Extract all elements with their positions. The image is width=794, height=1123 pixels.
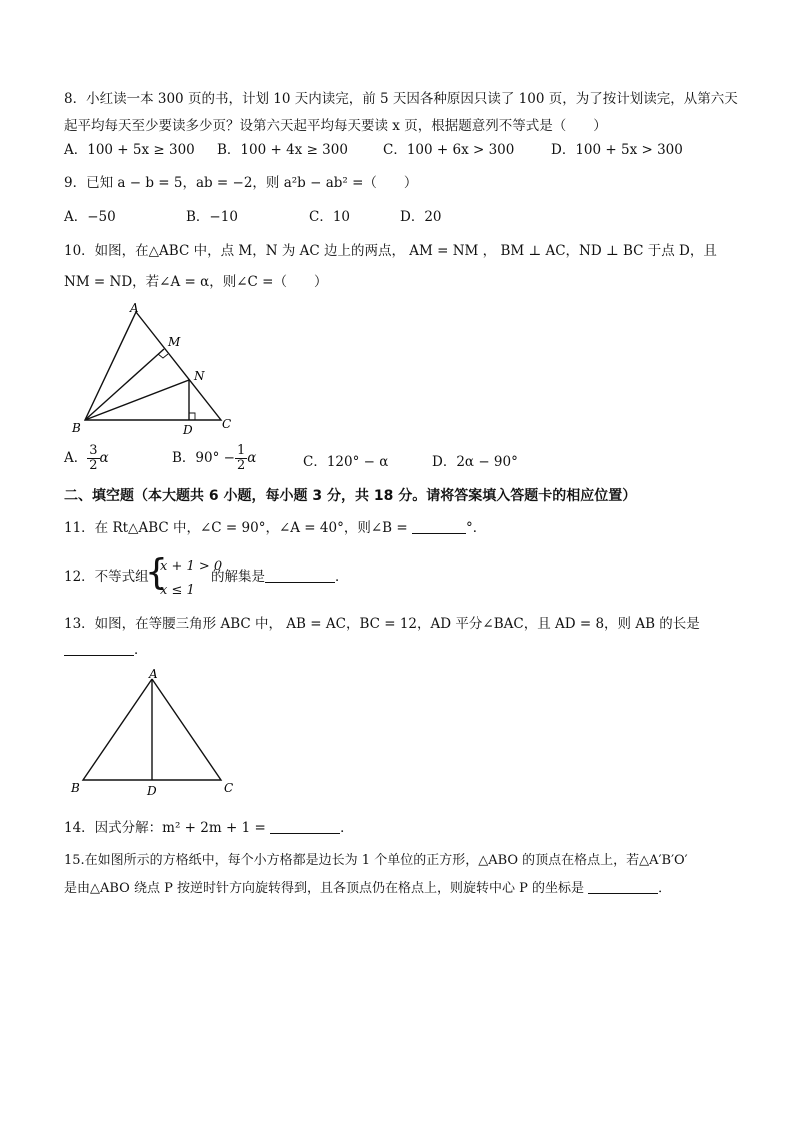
q9-stem: 9．已知 a − b = 5，ab = −2，则 a²b − ab² =（ ） bbox=[64, 175, 418, 191]
q10-option-a bbox=[64, 444, 109, 473]
q8-option-c: C．100 + 6x > 300 bbox=[383, 142, 515, 158]
q12-inequality-2: x ≤ 1 bbox=[160, 583, 195, 598]
q8-option-d: D．100 + 5x > 300 bbox=[551, 142, 683, 158]
q9-option-b: B．−10 bbox=[186, 209, 238, 225]
q13-stem: 13．如图，在等腰三角形 ABC 中， AB = AC，BC = 12，AD 平分∠BAC，且 AD = 8，则 AB 的长是 bbox=[64, 616, 700, 632]
label-c: C bbox=[224, 781, 234, 795]
q15-stem-line2-group bbox=[64, 879, 671, 898]
q10-option-a-tail: α bbox=[99, 450, 109, 466]
system-brace: { bbox=[145, 552, 168, 593]
label-n: N bbox=[194, 369, 205, 383]
q12-inequality-1: x + 1 > 0 bbox=[160, 559, 223, 574]
q15-stem-line2: 是由△ABO 绕点 P 按逆时针方向旋转得到，且各顶点仍在格点上，则旋转中心 P 的坐标是 bbox=[64, 881, 584, 896]
label-a: A bbox=[130, 301, 139, 315]
q10-option-a-numerator: 3 bbox=[89, 443, 98, 458]
q10-option-b-prefix: B．90° − bbox=[172, 450, 235, 466]
q10-option-b-denominator: 2 bbox=[236, 458, 246, 473]
label-b: B bbox=[72, 421, 81, 435]
q8-stem-line1: 8．小红读一本 300 页的书，计划 10 天内读完，前 5 天因各种原因只读了 100 页，为了按计划读完，从第六天 bbox=[64, 91, 738, 107]
q10-option-b-tail: α bbox=[247, 450, 257, 466]
q14-answer-blank[interactable] bbox=[270, 819, 340, 834]
q10-stem-line2: NM = ND，若∠A = α，则∠C =（ ） bbox=[64, 274, 328, 290]
q12-tail: ． bbox=[335, 569, 349, 585]
label-d: D bbox=[183, 423, 193, 437]
section-2-heading: 二、填空题（本大题共 6 小题，每小题 3 分，共 18 分。请将答案填入答题卡的相应位置） bbox=[64, 488, 637, 504]
q12-answer-blank[interactable] bbox=[265, 568, 335, 583]
triangle-abc bbox=[85, 312, 221, 420]
q10-option-c: C．120° − α bbox=[303, 454, 389, 470]
q11-answer-blank[interactable] bbox=[412, 519, 466, 534]
q13-answer-line bbox=[64, 641, 148, 659]
q10-option-b bbox=[172, 444, 256, 473]
right-angle-mark-m bbox=[158, 354, 168, 358]
q11-text: 11．在 Rt△ABC 中，∠C = 90°，∠A = 40°，则∠B = bbox=[64, 520, 408, 536]
q14-stem bbox=[64, 819, 354, 837]
q9-option-d: D．20 bbox=[400, 209, 442, 225]
q10-option-a-denominator: 2 bbox=[89, 458, 98, 473]
label-a: A bbox=[149, 668, 158, 681]
label-m: M bbox=[168, 335, 181, 349]
q15-stem-line1: 15.在如图所示的方格纸中，每个小方格都是边长为 1 个单位的正方形，△ABO 的顶点在格点上，若△A′B′O′ bbox=[64, 853, 688, 868]
q12-prefix: 12．不等式组 bbox=[64, 569, 149, 585]
q8-stem-line2: 起平均每天至少要读多少页？设第六天起平均每天要读 x 页，根据题意列不等式是（ ） bbox=[64, 118, 607, 134]
q10-triangle-figure bbox=[64, 300, 254, 440]
q13-tail: ． bbox=[134, 642, 148, 658]
q13-answer-blank[interactable] bbox=[64, 641, 134, 656]
q14-text: 14．因式分解：m² + 2m + 1 = bbox=[64, 820, 266, 836]
label-b: B bbox=[71, 781, 80, 795]
q12-suffix: 的解集是 bbox=[211, 569, 265, 585]
q8-option-b: B．100 + 4x ≥ 300 bbox=[217, 142, 348, 158]
label-c: C bbox=[222, 417, 232, 431]
q10-option-b-numerator: 1 bbox=[236, 443, 246, 458]
q13-isosceles-triangle-figure bbox=[64, 668, 244, 798]
segment-bm bbox=[85, 349, 164, 420]
q9-option-a: A．−50 bbox=[64, 209, 116, 225]
q10-option-d: D．2α − 90° bbox=[432, 454, 518, 470]
q10-stem-line1: 10．如图，在△ABC 中，点 M，N 为 AC 边上的两点， AM = NM ， BM ⊥ AC，ND ⊥ BC 于点 D，且 bbox=[64, 243, 717, 259]
q10-option-a-prefix: A． bbox=[64, 450, 88, 466]
q12-suffix-group bbox=[211, 568, 349, 586]
fraction-one-half bbox=[235, 444, 247, 473]
q15-answer-blank[interactable] bbox=[588, 879, 658, 894]
right-angle-mark-d bbox=[189, 413, 195, 420]
q8-option-a: A．100 + 5x ≥ 300 bbox=[64, 142, 195, 158]
q9-option-c: C．10 bbox=[309, 209, 351, 225]
fraction-three-halves bbox=[87, 444, 99, 473]
q11-stem bbox=[64, 519, 486, 537]
q11-tail: °． bbox=[465, 520, 487, 536]
q15-tail: ． bbox=[658, 881, 672, 896]
label-d: D bbox=[147, 784, 157, 798]
q14-tail: ． bbox=[340, 820, 354, 836]
